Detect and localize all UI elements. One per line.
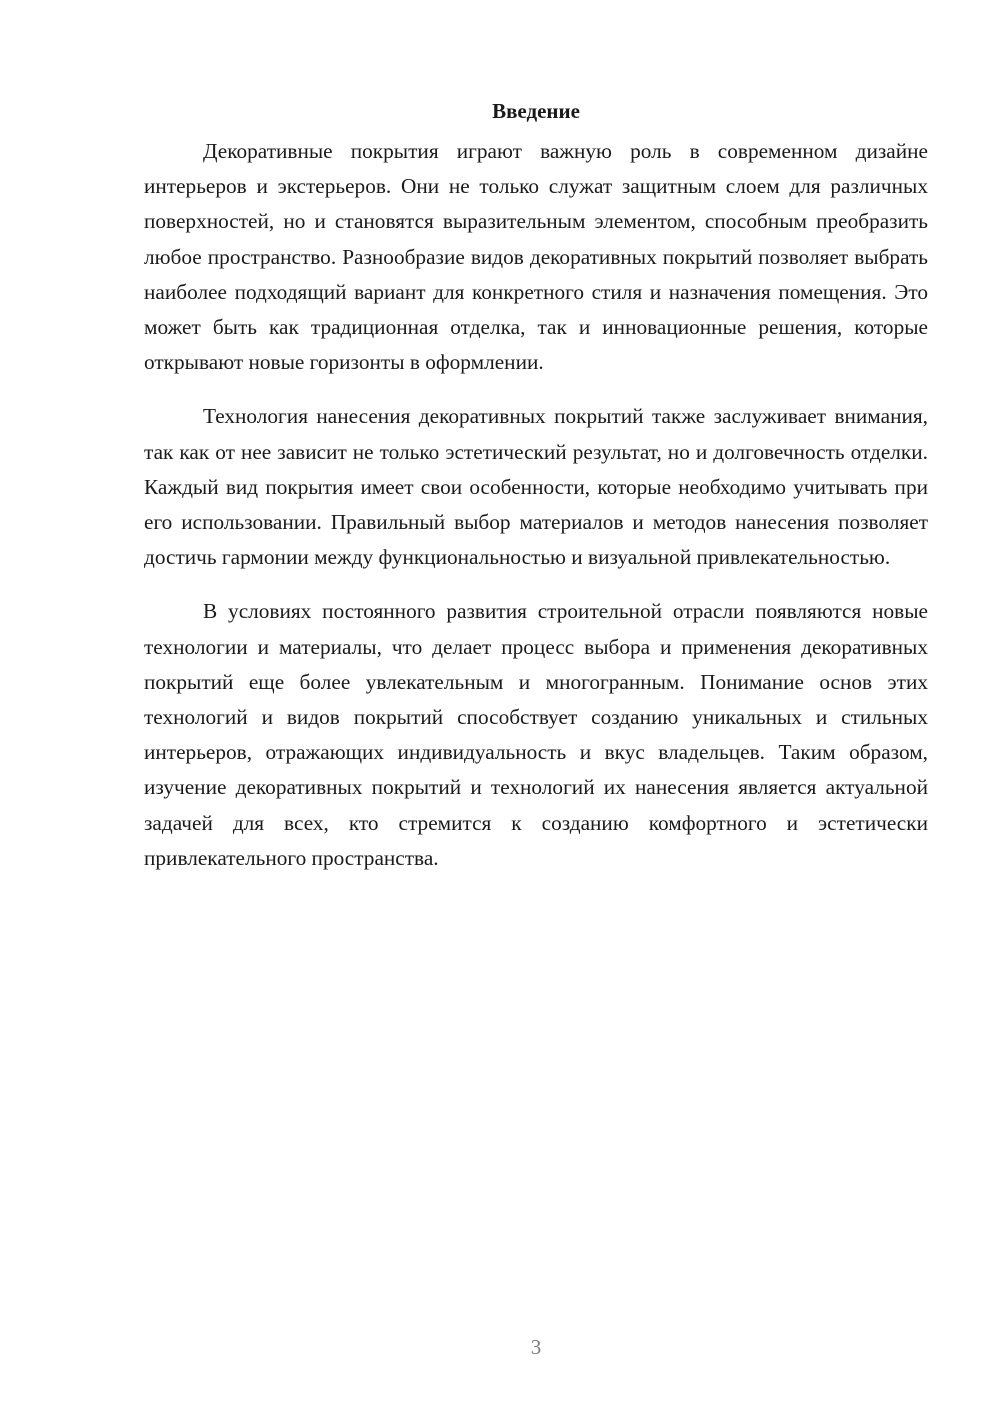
paragraph-2: Технология нанесения декоративных покрытий также заслуживает внимания, так как от нее зависит не только эстетический результат, но и долговечность отделки. Каждый вид покрытия имеет свои особенности, которые необходимо учитывать при его использовании. Правильный выбор материалов и методов нанесения позволяет достичь гармонии между функциональностью и визуальной привлекательностью. — [144, 404, 928, 570]
page-title: Введение — [492, 99, 580, 123]
page-number: 3 — [530, 1335, 542, 1359]
paragraph-3: В условиях постоянного развития строительной отрасли появляются новые технологии и материалы, что делает процесс выбора и применения декоративных покрытий еще более увлекательным и многогранным. Понимание основ этих технологий и видов покрытий способствует созданию уникальных и стильных интерьеров, отражающих индивидуальность и вкус владельцев. Таким образом, изучение декоративных покрытий и технологий их нанесения является актуальной задачей для всех, кто стремится к созданию комфортного и эстетически привлекательного пространства. — [144, 599, 928, 870]
paragraph-1: Декоративные покрытия играют важную роль в современном дизайне интерьеров и экстерьеров. Они не только служат защитным слоем для различных поверхностей, но и становятся выразительным элементом, способным преобразить любое пространство. Разнообразие видов декоративных покрытий позволяет выбрать наиболее подходящий вариант для конкретного стиля и назначения помещения. Это может быть как традиционная отделка, так и инновационные решения, которые открывают новые горизонты в оформлении. — [144, 139, 928, 375]
page-content — [144, 96, 928, 895]
